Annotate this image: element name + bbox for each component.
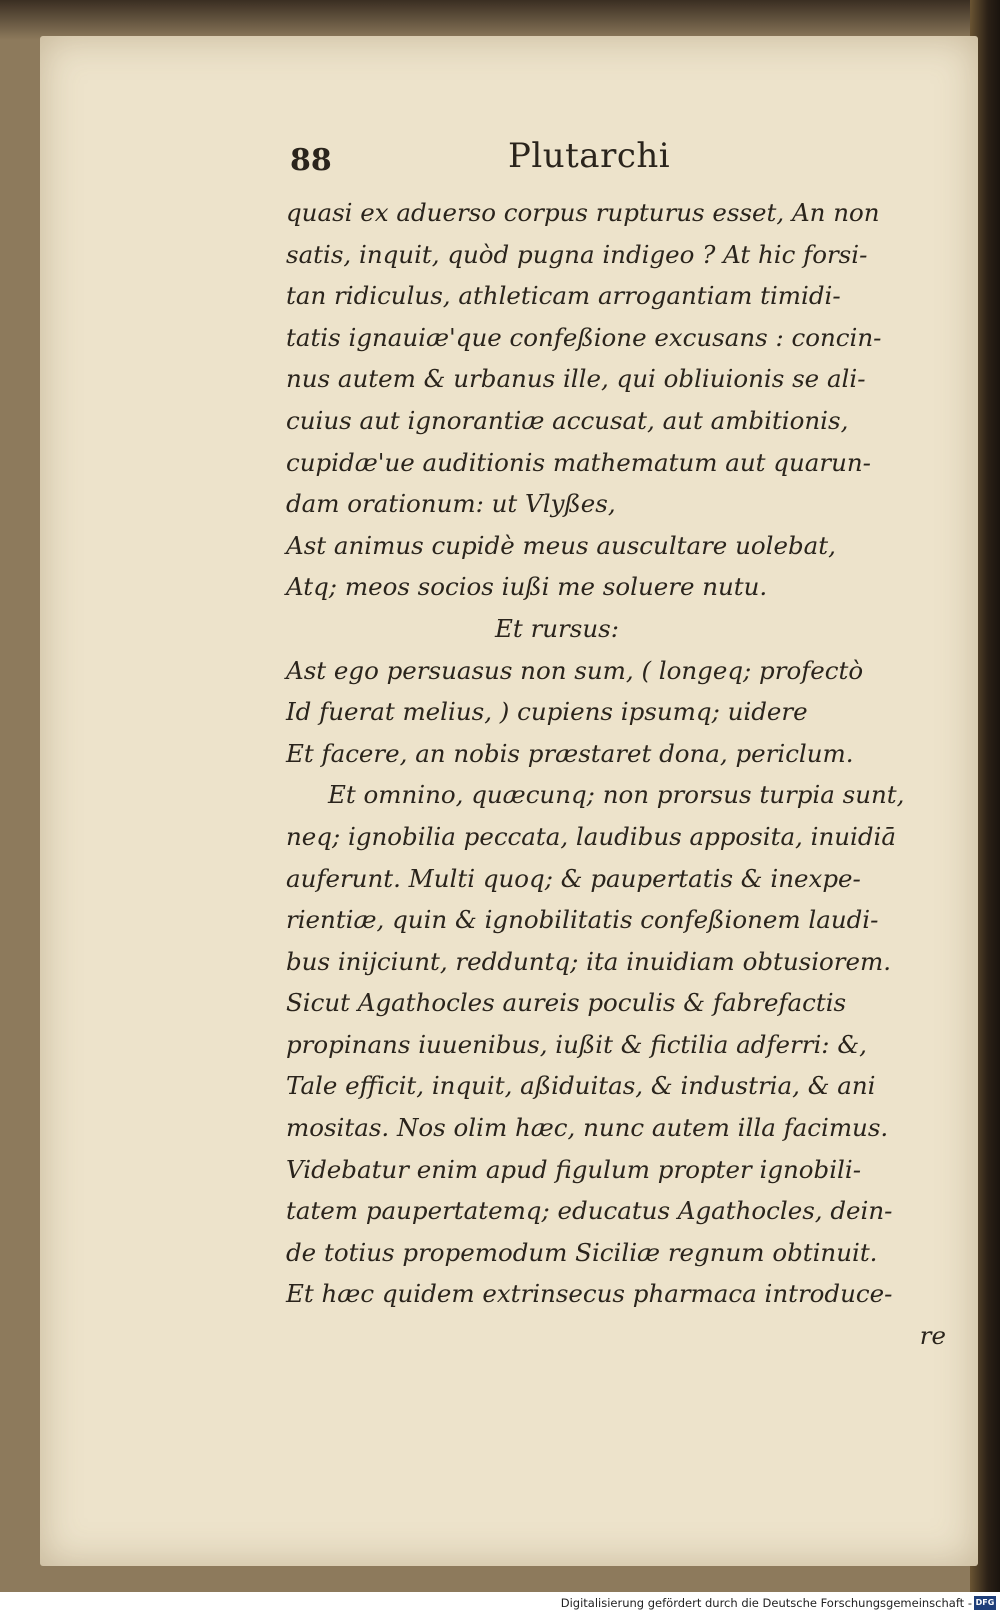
text-line: dam orationum: ut Vlyßes, <box>286 489 616 519</box>
text-line: Id fuerat melius, ) cupiens ipsumq; uidere <box>286 697 808 727</box>
footer-credit: Digitalisierung gefördert durch die Deutsche Forschungsgemeinschaft - <box>560 1596 972 1610</box>
text-line: auferunt. Multi quoq; & paupertatis & inexpe- <box>286 863 861 893</box>
text-line: Tale efficit, inquit, aßiduitas, & industria, & ani <box>286 1071 876 1101</box>
text-line: bus inijciunt, redduntq; ita inuidiam obtusiorem. <box>286 946 892 976</box>
running-title: Plutarchi <box>508 136 671 176</box>
text-line: Ast animus cupidè meus auscultare uolebat, <box>286 530 836 560</box>
text-line: mositas. Nos olim hæc, nunc autem illa facimus. <box>286 1113 889 1143</box>
text-line: de totius propemodum Siciliæ regnum obtinuit. <box>286 1237 878 1267</box>
text-line: Et omnino, quæcunq; non prorsus turpia sunt, <box>328 780 905 810</box>
page-number: 88 <box>290 143 332 178</box>
text-line: Sicut Agathocles aureis poculis & fabrefactis <box>286 988 847 1018</box>
text-line: rientiæ, quin & ignobilitatis confeßionem laudi- <box>286 905 879 935</box>
text-line: tan ridiculus, athleticam arrogantiam timidi- <box>286 281 841 311</box>
catchword-row <box>286 1315 958 1357</box>
text-line: Et facere, an nobis præstaret dona, periclum. <box>286 738 854 768</box>
text-line: cuius aut ignorantiæ accusat, aut ambitionis, <box>286 405 849 435</box>
dfg-logo: DFG <box>974 1596 996 1610</box>
text-line: Ast ego persuasus non sum, ( longeq; profectò <box>286 655 864 685</box>
text-line: Atq; meos socios iußi me soluere nutu. <box>286 572 768 602</box>
text-line: Et hæc quidem extrinsecus pharmaca introduce- <box>286 1279 893 1309</box>
text-line: Et rursus: <box>495 613 619 643</box>
text-lines <box>286 192 958 1315</box>
top-shadow <box>0 0 1000 40</box>
text-line: propinans iuuenibus, iußit & fictilia adferri: &, <box>286 1029 867 1059</box>
text-block <box>286 136 958 1357</box>
text-line: cupidæ'ue auditionis mathematum aut quarun- <box>286 447 871 477</box>
text-line: nus autem & urbanus ille, qui obliuionis se ali- <box>286 364 866 394</box>
text-line: satis, inquit, quòd pugna indigeo ? At hic forsi- <box>286 239 868 269</box>
catchword: re <box>919 1321 946 1351</box>
footer-bar <box>0 1592 1000 1615</box>
text-line: quasi ex aduerso corpus rupturus esset, An non <box>286 198 880 227</box>
text-line: Videbatur enim apud figulum propter ignobili- <box>286 1154 861 1184</box>
text-line: tatis ignauiæ'que confeßione excusans : concin- <box>286 322 882 352</box>
text-line: tatem paupertatemq; educatus Agathocles, dein- <box>286 1196 893 1226</box>
running-head <box>286 136 958 192</box>
text-line: neq; ignobilia peccata, laudibus apposita, inuidiā <box>286 821 896 851</box>
book-page <box>40 36 978 1566</box>
